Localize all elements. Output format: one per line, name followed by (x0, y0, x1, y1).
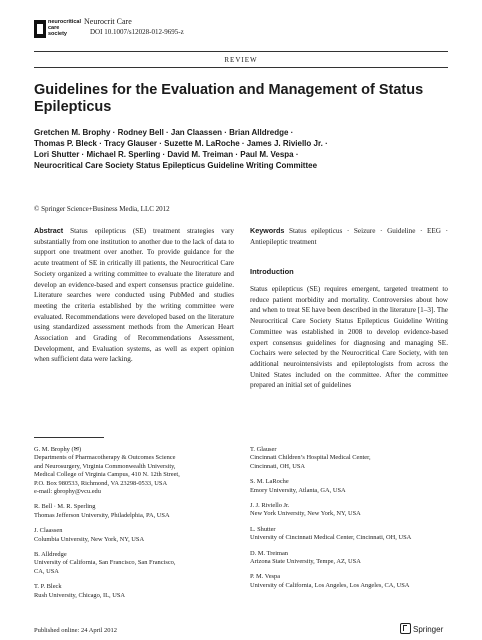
logo-text: neurocritical care society (48, 19, 82, 37)
doi[interactable]: DOI 10.1007/s12028-012-9695-z (90, 28, 184, 36)
affiliation: L. Shutter University of Cincinnati Medical Center, Cincinnati, OH, USA (250, 525, 412, 542)
author-list: Gretchen M. Brophy · Rodney Bell · Jan Claassen · Brian Alldredge · Thomas P. Bleck · Tracy Glauser · Suzette M. LaRoche · James J. Riviello Jr. · Lori Shutter · Michael R. Sperling · David M. Treiman · Paul M. Vespa · Neurocritical Care Society Status Epilepticus Guideline Writing Committee (34, 128, 328, 170)
affiliation: J. Claassen Columbia University, New York, NY, USA (34, 527, 145, 543)
publisher-name: Springer (413, 625, 444, 634)
springer-horse-icon (400, 623, 411, 634)
affiliation: R. Bell · M. R. Sperling Thomas Jefferson University, Philadelphia, PA, USA (34, 503, 170, 519)
keywords-text: Status epilepticus · Seizure · Guideline · EEG · Antiepileptic treatment (250, 227, 448, 246)
section-rule (34, 67, 448, 68)
introduction-heading: Introduction (250, 267, 294, 276)
affiliation: P. M. Vespa University of California, Los Angeles, Los Angeles, CA, USA (250, 573, 410, 589)
introduction-text: Status epilepticus (SE) requires emergent, targeted treatment to reduce patient morbidity and mortality. Controversies about how and when to treat SE have been described in the literature [1–3]. The Neurocritical Care Society Status Epilepticus Guideline Writing Committee was established in 2008 to develop evidence-based expert consensus guidelines for diagnosing and managing SE. Cochairs were selected by the Neurocritical Care Society, with ten additional neurointensivists and epileptologists from across the United States included on the committee. After the committee prepared an initial set of guidelines (250, 285, 448, 390)
affiliations-right (250, 446, 450, 597)
keywords (250, 226, 448, 247)
abstract-text: Status epilepticus (SE) treatment strategies vary substantially from one institution to another due to the lack of data to support one treatment over another. To provide guidance for the acute treatment of SE in critically ill patients, the Neurocritical Care Society organized a writing committee to evaluate the literature and develop an evidence-based and expert consensus practice guideline. Literature searches were conducted using PubMed and studies meeting the criteria established by the writing committee were evaluated. Recommendations were developed based on the literature using standardized assessment methods from the American Heart Association and Grading of Recommendations Assessment, Development, and Evaluation systems, as well as expert opinion when sufficient data were lacking. (34, 227, 235, 364)
copyright: © Springer Science+Business Media, LLC 2012 (34, 205, 170, 213)
affiliation: T. Glauser Cincinnati Children’s Hospital Medical Center, Cincinnati, OH, USA (250, 446, 371, 470)
keywords-label: Keywords (250, 226, 285, 235)
affiliation: J. J. Riviello Jr. New York University, New York, NY, USA (250, 502, 361, 518)
affiliation-rule (34, 437, 104, 438)
logo-mark-icon (34, 20, 46, 38)
article-title: Guidelines for the Evaluation and Management of Status Epilepticus (34, 82, 424, 115)
affiliation: D. M. Treiman Arizona State University, Tempe, AZ, USA (250, 549, 361, 566)
section-label: REVIEW (224, 56, 258, 64)
header-rule (34, 51, 448, 52)
affiliation: G. M. Brophy (✉) Departments of Pharmacotherapy & Outcomes Science and Neurosurgery, Virginia Commonwealth University, Medical College of Virginia Campus, 410 N. 12th Street, P.O. Box 980533, Richmond, VA 23298-0533, USA e-mail: gbrophy@vcu.edu (34, 446, 239, 496)
affiliation: S. M. LaRoche Emory University, Atlanta, GA, USA (250, 478, 346, 494)
affiliations-left (34, 446, 239, 607)
abstract-label: Abstract (34, 226, 64, 235)
affiliation: B. Alldredge University of California, San Francisco, San Francisco, CA, USA (34, 551, 176, 575)
email-link[interactable]: e-mail: gbrophy@vcu.edu (34, 488, 101, 496)
abstract (34, 226, 234, 365)
affiliation: T. P. Bleck Rush University, Chicago, IL, USA (34, 583, 126, 599)
journal-name: Neurocrit Care (84, 17, 132, 26)
publisher-logo (400, 623, 443, 634)
published-date: Published online: 24 April 2012 (34, 627, 118, 634)
